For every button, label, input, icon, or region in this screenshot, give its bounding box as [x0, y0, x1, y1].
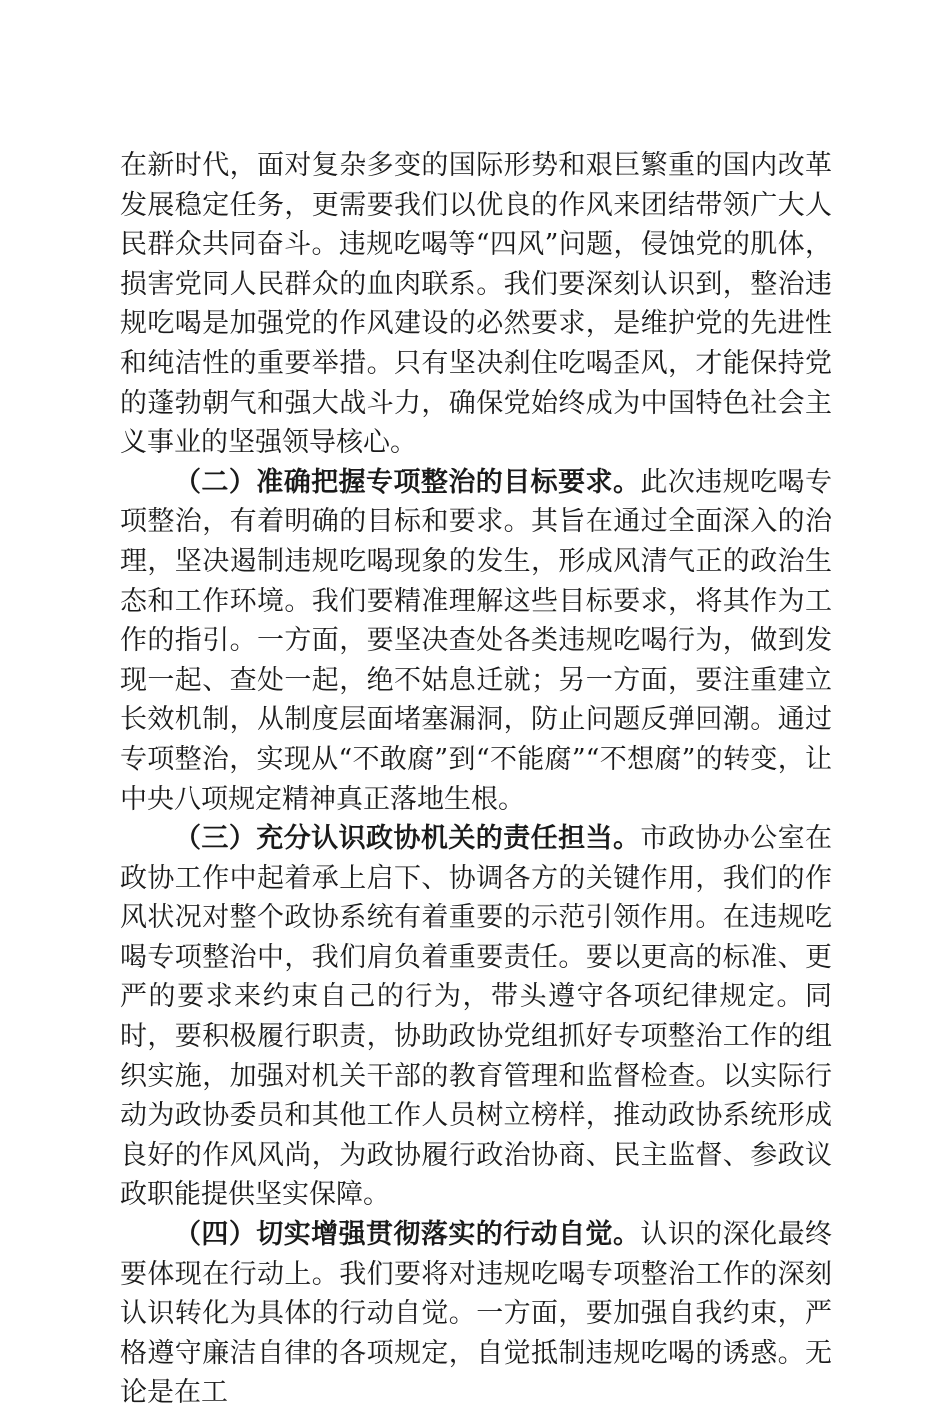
paragraph-4-heading: （四）切实增强贯彻落实的行动自觉。 [174, 1219, 641, 1251]
paragraph-2-heading: （二）准确把握专项整治的目标要求。 [174, 466, 641, 498]
paragraph-4 [120, 1215, 832, 1413]
document-body [120, 146, 832, 1413]
paragraph-2-text: 此次违规吃喝专项整治，有着明确的目标和要求。其旨在通过全面深入的治理，坚决遏制违规吃喝现象的发生，形成风清气正的政治生态和工作环境。我们要精准理解这些目标要求，将其作为工作的指引。一方面，要坚决查处各类违规吃喝行为，做到发现一起、查处一起，绝不姑息迁就；另一方面，要注重建立长效机制，从制度层面堵塞漏洞，防止问题反弹回潮。通过专项整治，实现从“不敢腐”到“不能腐”“不想腐”的转变，让中央八项规定精神真正落地生根。 [120, 466, 832, 815]
paragraph-3-text: 市政协办公室在政协工作中起着承上启下、协调各方的关键作用，我们的作风状况对整个政协系统有着重要的示范引领作用。在违规吃喝专项整治中，我们肩负着重要责任。要以更高的标准、更严的要求来约束自己的行为，带头遵守各项纪律规定。同时，要积极履行职责，协助政协党组抓好专项整治工作的组织实施，加强对机关干部的教育管理和监督检查。以实际行动为政协委员和其他工作人员树立榜样，推动政协系统形成良好的作风风尚，为政协履行政治协商、民主监督、参政议政职能提供坚实保障。 [120, 823, 832, 1211]
paragraph-1-text: 在新时代，面对复杂多变的国际形势和艰巨繁重的国内改革发展稳定任务，更需要我们以优良的作风来团结带领广大人民群众共同奋斗。违规吃喝等“四风”问题，侵蚀党的肌体，损害党同人民群众的血肉联系。我们要深刻认识到，整治违规吃喝是加强党的作风建设的必然要求，是维护党的先进性和纯洁性的重要举措。只有坚决刹住吃喝歪风，才能保持党的蓬勃朝气和强大战斗力，确保党始终成为中国特色社会主义事业的坚强领导核心。 [120, 150, 832, 459]
paragraph-1 [120, 146, 832, 463]
paragraph-3-heading: （三）充分认识政协机关的责任担当。 [174, 823, 641, 855]
paragraph-2 [120, 463, 832, 819]
paragraph-3 [120, 819, 832, 1215]
paragraph-4-text: 认识的深化最终要体现在行动上。我们要将对违规吃喝专项整治工作的深刻认识转化为具体的行动自觉。一方面，要加强自我约束，严格遵守廉洁自律的各项规定，自觉抵制违规吃喝的诱惑。无论是在工 [120, 1219, 832, 1409]
